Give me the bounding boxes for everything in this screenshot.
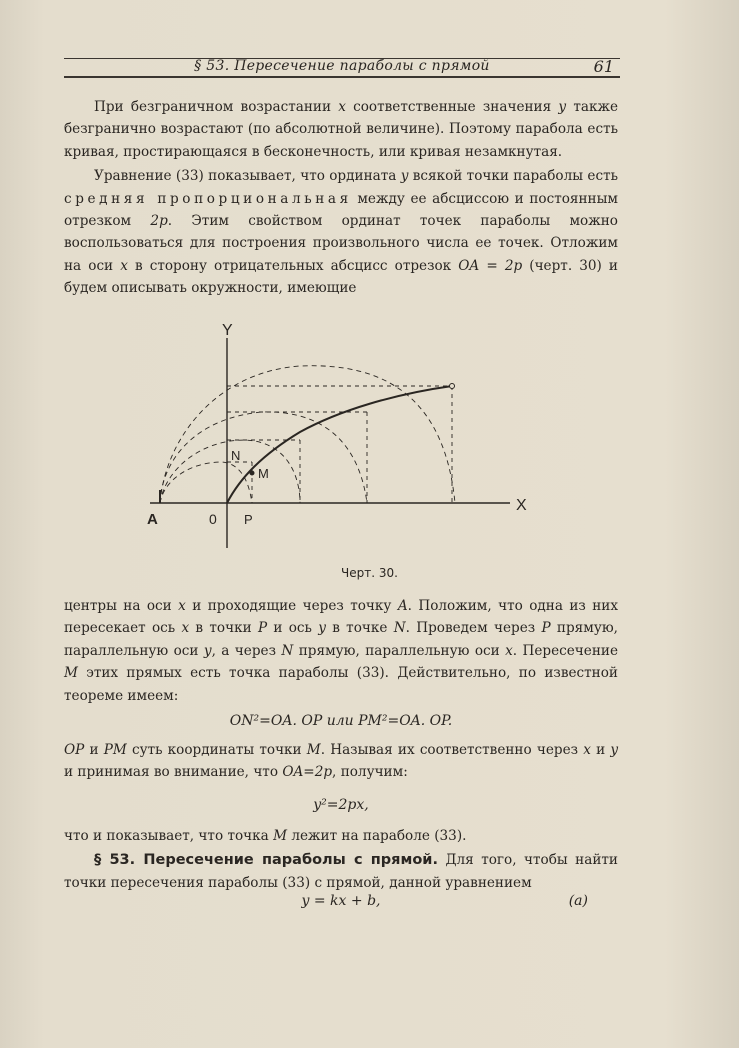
paragraph-1: При безграничном возрастании x соответственные значения y также безгранично возрастают (по абсолютной величине). Поэтому парабола есть кривая, простирающаяся в бесконечность, или кривая незамкнутая. <box>64 99 618 160</box>
circle-arc-smallest <box>160 462 252 503</box>
text-block-p2 <box>64 739 618 784</box>
formula-2: y²=2px, <box>313 797 369 813</box>
point-M <box>250 471 254 475</box>
page-number: 61 <box>593 57 614 76</box>
paragraph-2: Уравнение (33) показывает, что ордината y всякой точки параболы есть средняя пропорциональная между ее абсциссою и постоянным отрезком 2p. Этим свойством ординат точек параболы можно воспользоваться для построения произвольного числа ее точек. Отложим на оси x в сторону отрицательных абсцисс отрезок OA = 2p (черт. 30) и будем описывать окружности, имеющие <box>64 168 618 297</box>
formula-3-label: (a) <box>568 893 588 909</box>
label-N: N <box>231 448 241 463</box>
parabola-curve <box>227 386 452 503</box>
formula-3-text: y = kx + b, <box>301 893 381 909</box>
point-end <box>450 384 455 389</box>
formula-1: ON²=OA. OP или PM²=OA. OP. <box>229 713 453 729</box>
paragraph-4: OP и PM суть координаты точки M. Называя их соответственно через x и y и принимая во внимание, что OA=2p, получим: <box>64 742 619 781</box>
figure-parabola-construction <box>0 320 739 560</box>
label-x-axis: X <box>516 497 527 514</box>
label-M: M <box>258 466 269 481</box>
paragraph-3: центры на оси x и проходящие через точку A. Положим, что одна из них пересекает ось x в точки P и ось y в точке N. Проведем через P прямую, параллельную оси y, а через N прямую, параллельную оси x. Пересечение M этих прямых есть точка параболы (33). Действительно, по известной теореме имеем: <box>64 598 619 704</box>
header-rule-bottom <box>64 76 620 78</box>
header-title: § 53. Пересечение параболы с прямой <box>194 58 490 74</box>
running-header <box>64 50 620 82</box>
text-block-bottom <box>64 595 618 707</box>
text-block-p3 <box>64 825 618 894</box>
label-y-axis: Y <box>222 322 233 339</box>
label-A: A <box>147 511 158 528</box>
paragraph-5: что и показывает, что точка M лежит на параболе (33). <box>64 828 467 844</box>
label-origin: 0 <box>209 511 217 527</box>
paragraph-6: § 53. Пересечение параболы с прямой. Для того, чтобы найти точки пересечения параболы (33) с прямой, данной уравнением <box>64 852 618 891</box>
text-block-top <box>64 96 618 300</box>
formula-3 <box>64 893 618 909</box>
section-heading: § 53. Пересечение параболы с прямой. <box>94 852 438 869</box>
figure-caption: Черт. 30. <box>341 566 398 580</box>
label-P: P <box>244 512 253 527</box>
